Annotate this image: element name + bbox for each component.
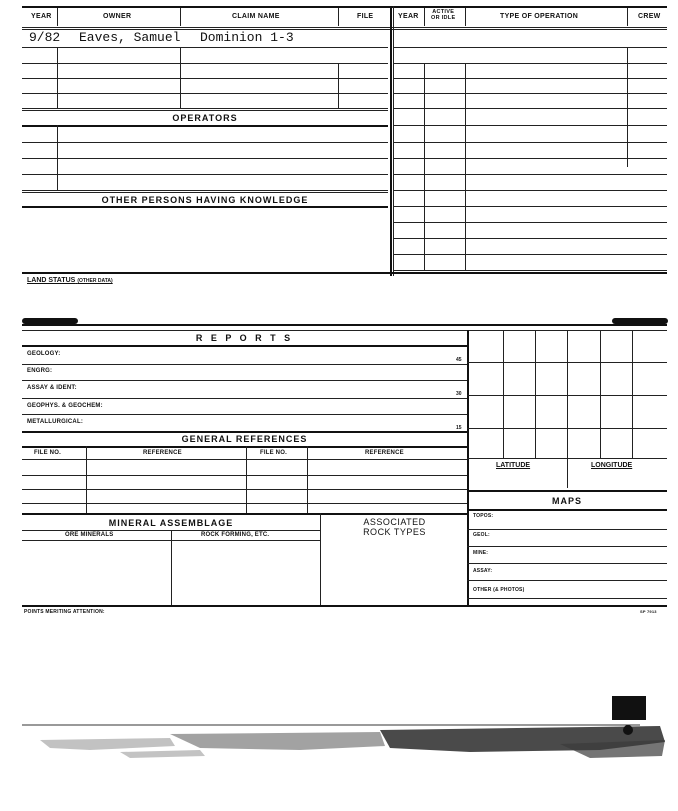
general-references-title: GENERAL REFERENCES bbox=[181, 434, 308, 444]
associated-rock-types-line2: ROCK TYPES bbox=[363, 527, 426, 537]
entry-year: 9/82 bbox=[29, 30, 61, 45]
associated-rock-types bbox=[322, 517, 467, 537]
entry-owner: Eaves, Samuel bbox=[79, 30, 181, 45]
land-status-label bbox=[27, 277, 113, 284]
header-year: YEAR bbox=[31, 13, 52, 20]
report-metallurgical: METALLURGICAL: bbox=[27, 419, 84, 425]
rock-forming-label: ROCK FORMING, ETC. bbox=[201, 532, 270, 538]
maps-other: OTHER (& PHOTOS) bbox=[473, 587, 525, 593]
header-claim-name: CLAIM NAME bbox=[232, 13, 280, 20]
maps-topos: TOPOS: bbox=[473, 513, 494, 519]
report-geophys: GEOPHYS. & GEOCHEM: bbox=[27, 403, 103, 409]
associated-rock-types-line1: ASSOCIATED bbox=[363, 517, 426, 527]
form-code: SP 7913 bbox=[640, 609, 657, 614]
scan-artifact-strip bbox=[0, 690, 678, 770]
ref-file-no-2: FILE NO. bbox=[260, 450, 287, 456]
header-active: ACTIVE bbox=[432, 9, 455, 15]
maps-mine: MINE: bbox=[473, 550, 489, 556]
header-or-idle: OR IDLE bbox=[431, 15, 456, 21]
operators-title: OPERATORS bbox=[172, 113, 238, 123]
ref-reference-1: REFERENCE bbox=[143, 450, 182, 456]
other-persons-title: OTHER PERSONS HAVING KNOWLEDGE bbox=[101, 195, 309, 205]
report-num-45: 45 bbox=[456, 357, 462, 363]
longitude-label: LONGITUDE bbox=[591, 462, 633, 469]
mineral-assemblage-title: MINERAL ASSEMBLAGE bbox=[108, 518, 234, 528]
points-meriting-attention: POINTS MERITING ATTENTION: bbox=[24, 609, 105, 615]
report-num-30: 30 bbox=[456, 391, 462, 397]
maps-geol: GEOL: bbox=[473, 532, 490, 538]
ref-reference-2: REFERENCE bbox=[365, 450, 404, 456]
report-geology: GEOLOGY: bbox=[27, 351, 61, 357]
entry-claim-name: Dominion 1-3 bbox=[200, 30, 294, 45]
land-status-text: LAND STATUS bbox=[27, 277, 76, 284]
ore-minerals-label: ORE MINERALS bbox=[65, 532, 114, 538]
report-engrg: ENGRG: bbox=[27, 368, 53, 374]
header-type-of-operation: TYPE OF OPERATION bbox=[500, 13, 579, 20]
land-status-subtext: (OTHER DATA) bbox=[77, 278, 113, 284]
reports-title: R E P O R T S bbox=[195, 333, 294, 343]
header-owner: OWNER bbox=[103, 13, 132, 20]
latitude-label: LATITUDE bbox=[496, 462, 531, 469]
maps-title: MAPS bbox=[551, 496, 582, 506]
header-year-right: YEAR bbox=[398, 13, 419, 20]
report-assay: ASSAY & IDENT: bbox=[27, 385, 77, 391]
header-file: FILE bbox=[357, 13, 374, 20]
report-num-15: 15 bbox=[456, 425, 462, 431]
ref-file-no-1: FILE NO. bbox=[34, 450, 61, 456]
header-crew: CREW bbox=[638, 13, 661, 20]
header-active-or-idle bbox=[431, 9, 455, 21]
maps-assay: ASSAY: bbox=[473, 568, 493, 574]
